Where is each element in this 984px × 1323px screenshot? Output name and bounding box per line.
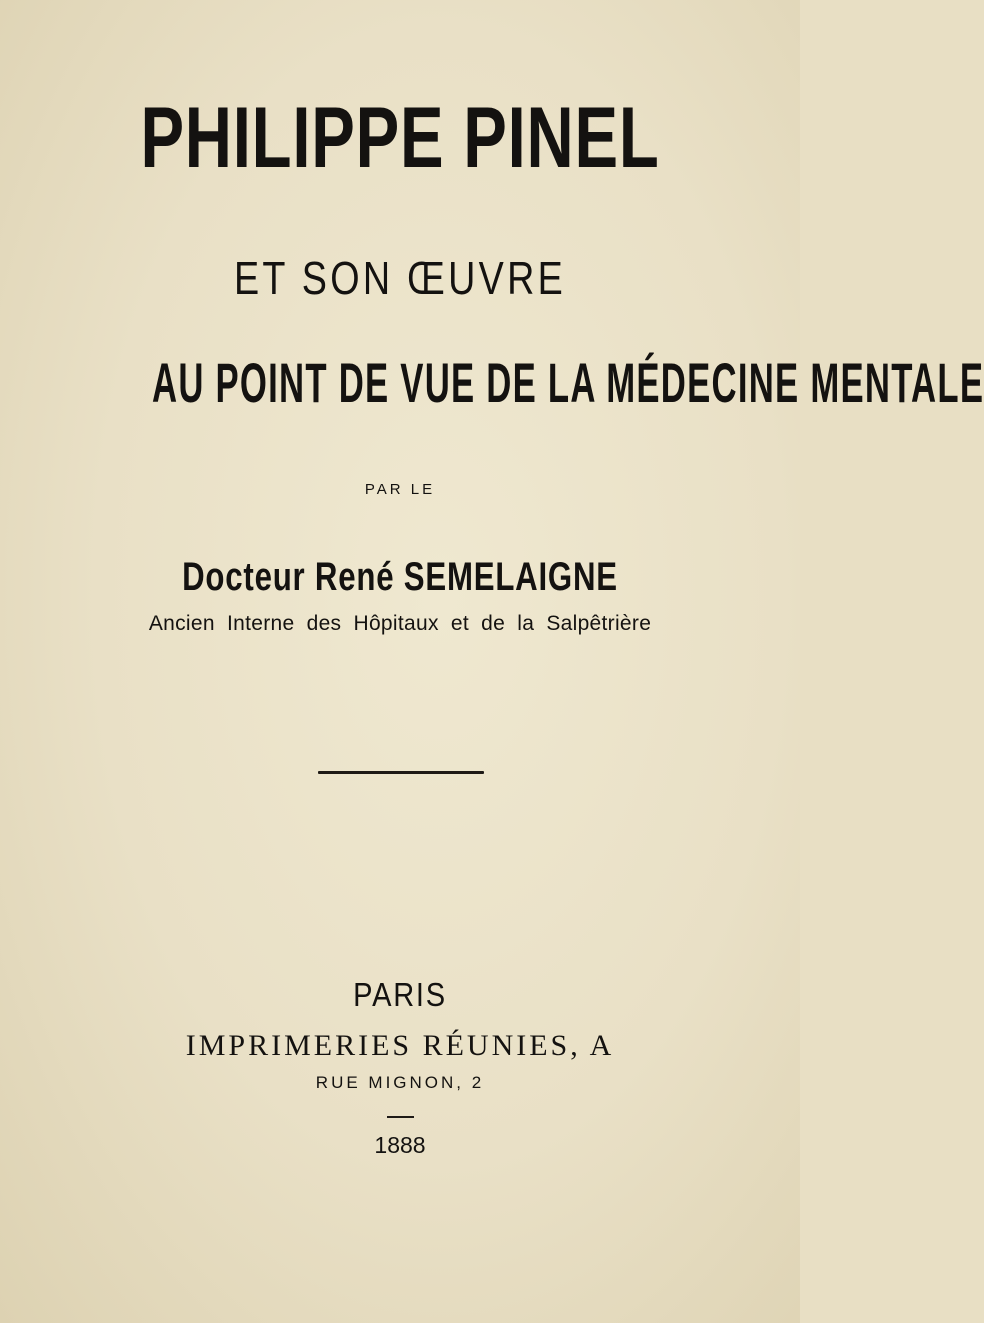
publication-year: 1888 [374,1132,426,1158]
separator-dash [387,1116,414,1118]
author-title: Ancien Interne des Hôpitaux et de la Salpêtrière [148,612,652,635]
book-subject: AU POINT DE VUE DE LA MÉDECINE MENTALE [152,351,984,414]
author-name: Docteur René SEMELAIGNE [182,555,618,599]
book-title: PHILIPPE PINEL [140,90,660,186]
publication-place: PARIS [353,976,447,1013]
book-subtitle: ET SON ŒUVRE [233,252,567,304]
publisher-address: RUE MIGNON, 2 [315,1073,485,1092]
publisher-name: IMPRIMERIES RÉUNIES, A [185,1029,615,1062]
by-line: PAR LE [364,481,436,498]
ornamental-rule [318,771,484,774]
